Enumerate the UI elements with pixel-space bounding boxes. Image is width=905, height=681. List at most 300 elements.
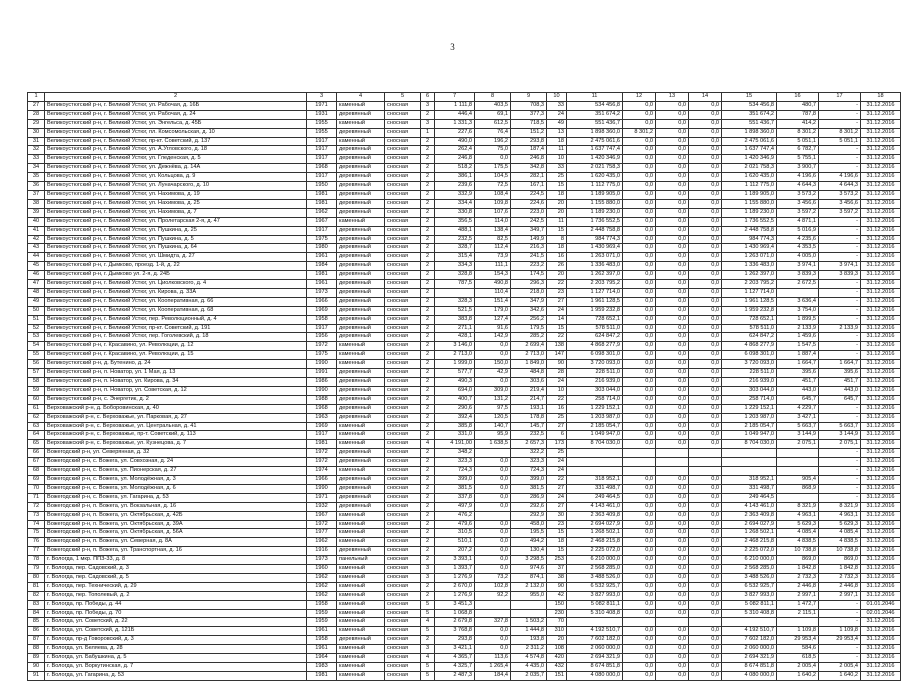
column-header: 18 bbox=[861, 93, 901, 102]
table-cell: каменный bbox=[337, 422, 385, 431]
table-cell: 1 203 987,0 bbox=[722, 413, 777, 422]
table-cell: 414,2 bbox=[777, 119, 819, 128]
table-cell: 2 bbox=[421, 404, 435, 413]
table-cell: 31.12.2016 bbox=[861, 306, 901, 315]
table-cell: 31.12.2016 bbox=[861, 190, 901, 199]
table-cell: 31.12.2016 bbox=[861, 431, 901, 440]
table-row bbox=[28, 627, 901, 636]
table-cell: 24 bbox=[547, 110, 567, 119]
table-cell: 0,0 bbox=[623, 484, 656, 493]
table-cell: 330,8 bbox=[435, 208, 475, 217]
table-cell: 1973 bbox=[307, 556, 337, 565]
table-cell: 0,0 bbox=[623, 137, 656, 146]
table-cell: 31.12.2016 bbox=[861, 556, 901, 565]
table-cell: 3 720 093,0 bbox=[567, 360, 623, 369]
table-cell: 41 bbox=[28, 226, 45, 235]
table-cell: 0,0 bbox=[656, 199, 689, 208]
table-cell: Вожегодский р-н, п. Вожега, ул. Транспортная, д. 16 bbox=[45, 547, 307, 556]
table-cell: Великоустюгский р-н, г. Красавино, ул. Революции, д. 15 bbox=[45, 351, 307, 360]
table-cell: 5 082 811,1 bbox=[722, 600, 777, 609]
table-cell: 3 488 526,0 bbox=[567, 573, 623, 582]
table-cell: 1 229 152,1 bbox=[567, 404, 623, 413]
table-cell: 20 bbox=[547, 199, 567, 208]
table-cell: 2 bbox=[421, 502, 435, 511]
table-cell: Великоустюгский р-н, г. Великий Устюг, ул. Пушкина, д. 25 bbox=[45, 226, 307, 235]
table-cell: 3 bbox=[421, 119, 435, 128]
table-cell: каменный bbox=[337, 538, 385, 547]
table-cell: 385,8 bbox=[435, 422, 475, 431]
table-cell: 0,0 bbox=[656, 288, 689, 297]
table-cell: 4 353,5 bbox=[777, 244, 819, 253]
table-cell: 53 bbox=[28, 333, 45, 342]
table-cell: 173 bbox=[547, 440, 567, 449]
table-row bbox=[28, 618, 901, 627]
page-number: 3 bbox=[450, 42, 455, 52]
table-cell: 66 bbox=[28, 449, 45, 458]
table-cell: 232,5 bbox=[511, 431, 547, 440]
table-cell: 2 468 215,8 bbox=[722, 538, 777, 547]
table-cell: 3 720 093,0 bbox=[722, 360, 777, 369]
table-cell: деревянный bbox=[337, 315, 385, 324]
table-cell: 34 bbox=[28, 164, 45, 173]
table-cell: 7 602 182,0 bbox=[567, 636, 623, 645]
table-cell: 29 bbox=[28, 119, 45, 128]
table-cell: 2 bbox=[421, 155, 435, 164]
table-cell: 0,0 bbox=[656, 386, 689, 395]
table-cell: 14 bbox=[547, 315, 567, 324]
table-cell: 624 847,2 bbox=[567, 333, 623, 342]
table-cell: 0,0 bbox=[656, 271, 689, 280]
table-cell: 303 044,0 bbox=[722, 386, 777, 395]
table-cell: 0,0 bbox=[689, 609, 722, 618]
table-cell: 0,0 bbox=[623, 119, 656, 128]
table-row bbox=[28, 297, 901, 306]
table-row bbox=[28, 565, 901, 574]
table-cell: г. Вологда, пр-д Говоровский, д. 3 bbox=[45, 636, 307, 645]
table-cell: деревянный bbox=[337, 395, 385, 404]
table-cell: 0,0 bbox=[656, 520, 689, 529]
table-cell: 323,3 bbox=[435, 458, 475, 467]
table-cell: сносная bbox=[385, 101, 421, 110]
table-cell: 1967 bbox=[307, 217, 337, 226]
table-cell: 327,8 bbox=[475, 618, 511, 627]
table-cell: - bbox=[819, 654, 861, 663]
table-cell: 102,8 bbox=[475, 582, 511, 591]
column-header: 14 bbox=[689, 93, 722, 102]
table-cell: 1959 bbox=[307, 618, 337, 627]
table-cell: 1 472,7 bbox=[777, 600, 819, 609]
table-cell: каменный bbox=[337, 360, 385, 369]
table-cell: Великоустюгский р-н, г. Великий Устюг, ул. Кооперативная, д. 66 bbox=[45, 297, 307, 306]
table-cell: 3 144,9 bbox=[819, 431, 861, 440]
table-cell: 0,0 bbox=[689, 342, 722, 351]
table-cell: 31.12.2016 bbox=[861, 297, 901, 306]
table-cell: 2 005,4 bbox=[777, 663, 819, 672]
table-cell: 2 446,8 bbox=[777, 582, 819, 591]
table-cell: 0,0 bbox=[475, 538, 511, 547]
table-cell: 77 bbox=[28, 547, 45, 556]
table-cell: 207,2 bbox=[435, 547, 475, 556]
table-cell: 4 644,3 bbox=[777, 182, 819, 191]
table-cell: 0,0 bbox=[623, 502, 656, 511]
table-cell: Вожегодский р-н, с. Вожега, ул. Пионерская, д. 27 bbox=[45, 467, 307, 476]
table-cell: 0,0 bbox=[689, 262, 722, 271]
table-cell: 4 838,5 bbox=[819, 538, 861, 547]
table-cell: 1 664,7 bbox=[819, 360, 861, 369]
table-cell: 48 bbox=[28, 288, 45, 297]
table-cell: 39 bbox=[28, 208, 45, 217]
table-cell: каменный bbox=[337, 467, 385, 476]
table-cell: 0,0 bbox=[623, 306, 656, 315]
table-cell: 31.12.2016 bbox=[861, 208, 901, 217]
table-cell: Великоустюгский р-н, с. Энергетик, д. 2 bbox=[45, 395, 307, 404]
table-cell: 5 bbox=[421, 627, 435, 636]
table-cell: 27 bbox=[547, 297, 567, 306]
table-cell: 113,6 bbox=[475, 654, 511, 663]
table-cell: 0,0 bbox=[689, 369, 722, 378]
table-cell: - bbox=[819, 645, 861, 654]
table-cell: сносная bbox=[385, 547, 421, 556]
table-cell: деревянный bbox=[337, 484, 385, 493]
table-cell: 1917 bbox=[307, 146, 337, 155]
table-cell: 1 336 483,0 bbox=[722, 262, 777, 271]
table-cell: сносная bbox=[385, 636, 421, 645]
table-cell: 74 bbox=[28, 520, 45, 529]
table-cell: 578 511,0 bbox=[567, 324, 623, 333]
table-cell: 3 754,0 bbox=[777, 306, 819, 315]
table-cell: 0,0 bbox=[623, 235, 656, 244]
table-cell: 4 196,6 bbox=[777, 173, 819, 182]
table-cell: 1 189 905,0 bbox=[722, 190, 777, 199]
table-cell: панельный bbox=[337, 556, 385, 565]
table-cell: 0,0 bbox=[656, 502, 689, 511]
column-header: 11 bbox=[567, 93, 623, 102]
table-cell: 60 bbox=[28, 395, 45, 404]
table-cell: 0,0 bbox=[623, 413, 656, 422]
table-cell: 1 959 232,8 bbox=[567, 306, 623, 315]
table-cell: 249 464,5 bbox=[567, 493, 623, 502]
table-cell: 31.12.2016 bbox=[861, 280, 901, 289]
table-cell: 1990 bbox=[307, 484, 337, 493]
table-row bbox=[28, 538, 901, 547]
table-cell: 72,5 bbox=[475, 182, 511, 191]
table-cell: 109,8 bbox=[475, 199, 511, 208]
table-cell: Великоустюгский р-н, г. Великий Устюг, ул. Шмидта, д. 27 bbox=[45, 253, 307, 262]
table-cell: сносная bbox=[385, 217, 421, 226]
table-cell: 31.12.2016 bbox=[861, 173, 901, 182]
table-cell: 31.12.2016 bbox=[861, 137, 901, 146]
table-cell: Вожегодский р-н, с. Вожега, ул. Молодёжная, д. 6 bbox=[45, 484, 307, 493]
table-cell: 1 127 714,0 bbox=[722, 288, 777, 297]
table-cell: 1 849,0 bbox=[511, 360, 547, 369]
table-row bbox=[28, 671, 901, 680]
table-cell: 0,0 bbox=[689, 244, 722, 253]
table-cell: 4 005,0 bbox=[777, 253, 819, 262]
table-cell: 2 732,3 bbox=[777, 573, 819, 582]
table-cell: 228 511,0 bbox=[722, 369, 777, 378]
table-cell: 1 640,2 bbox=[777, 671, 819, 680]
table-cell: 955,0 bbox=[511, 591, 547, 600]
table-cell: деревянный bbox=[337, 413, 385, 422]
table-row bbox=[28, 395, 901, 404]
table-cell: 242,5 bbox=[511, 217, 547, 226]
table-cell: - bbox=[819, 253, 861, 262]
table-cell: 4 644,3 bbox=[819, 182, 861, 191]
table-cell: сносная bbox=[385, 271, 421, 280]
table-cell: 490,0 bbox=[435, 137, 475, 146]
table-cell: 0,0 bbox=[623, 182, 656, 191]
table-cell: Верховажский р-н, д. Боборовинская, д. 40 bbox=[45, 404, 307, 413]
table-cell: 0,0 bbox=[689, 565, 722, 574]
table-cell: 0,0 bbox=[623, 600, 656, 609]
table-cell: 0,0 bbox=[623, 324, 656, 333]
table-cell: 2 672,5 bbox=[777, 280, 819, 289]
table-cell: 293,8 bbox=[511, 137, 547, 146]
table-cell: 2 bbox=[421, 467, 435, 476]
table-cell: 0,0 bbox=[623, 493, 656, 502]
table-cell: 0,0 bbox=[689, 199, 722, 208]
table-cell bbox=[777, 288, 819, 297]
table-cell: 0,0 bbox=[689, 173, 722, 182]
table-cell: 5 016,9 bbox=[777, 226, 819, 235]
table-cell: 0,0 bbox=[689, 226, 722, 235]
table-cell: 0,0 bbox=[656, 315, 689, 324]
table-cell: 328,3 bbox=[435, 297, 475, 306]
table-cell: 31.12.2016 bbox=[861, 511, 901, 520]
table-row bbox=[28, 119, 901, 128]
table-cell: 1 640,2 bbox=[819, 671, 861, 680]
table-cell: 27 bbox=[28, 101, 45, 110]
table-cell: сносная bbox=[385, 190, 421, 199]
table-cell: 0,0 bbox=[656, 146, 689, 155]
table-cell: 1 109,8 bbox=[777, 627, 819, 636]
table-cell: 31.12.2016 bbox=[861, 262, 901, 271]
table-cell: 0,0 bbox=[689, 475, 722, 484]
table-cell: 5 082 811,1 bbox=[567, 600, 623, 609]
table-cell: 0,0 bbox=[689, 520, 722, 529]
table-row bbox=[28, 173, 901, 182]
table-cell: 0,0 bbox=[623, 164, 656, 173]
table-cell: деревянный bbox=[337, 297, 385, 306]
table-cell: 1 637 747,4 bbox=[722, 146, 777, 155]
table-cell: - bbox=[819, 493, 861, 502]
table-cell: 1 262 397,0 bbox=[567, 271, 623, 280]
column-header: 4 bbox=[337, 93, 385, 102]
table-cell: Великоустюгский р-н, г. Великий Устюг, пр-кт. Советский, д. 137 bbox=[45, 137, 307, 146]
table-cell: 24 bbox=[547, 493, 567, 502]
table-body bbox=[28, 101, 901, 680]
table-cell: 4 235,6 bbox=[777, 235, 819, 244]
table-cell: 1 736 552,5 bbox=[722, 217, 777, 226]
table-cell: 1972 bbox=[307, 458, 337, 467]
table-cell: Великоустюгский р-н, г. Великий Устюг, ул. Нахимова, д. 25 bbox=[45, 199, 307, 208]
table-cell: Вожегодский р-н, с. Вожега, ул. Гагарина, д. 53 bbox=[45, 493, 307, 502]
table-cell: 2 bbox=[421, 173, 435, 182]
table-cell: 1961 bbox=[307, 645, 337, 654]
table-row bbox=[28, 467, 901, 476]
table-cell: 577,7 bbox=[435, 369, 475, 378]
table-cell: 2 115,1 bbox=[777, 609, 819, 618]
table-cell: 0,0 bbox=[656, 573, 689, 582]
table-cell: 31.12.2016 bbox=[861, 101, 901, 110]
table-cell: 0,0 bbox=[689, 164, 722, 173]
table-row bbox=[28, 600, 901, 609]
table-cell: 1990 bbox=[307, 360, 337, 369]
table-cell: сносная bbox=[385, 333, 421, 342]
table-cell: 2 997,1 bbox=[819, 591, 861, 600]
table-cell: 3 298,5 bbox=[511, 556, 547, 565]
table-cell: г. Вологда, ул. Бабушкина, д. 5 bbox=[45, 654, 307, 663]
table-cell: 31.12.2016 bbox=[861, 226, 901, 235]
table-cell: 8 301,2 bbox=[819, 128, 861, 137]
table-cell: 1916 bbox=[307, 547, 337, 556]
table-cell: 26 bbox=[547, 262, 567, 271]
table-cell: 0,0 bbox=[689, 654, 722, 663]
table-row bbox=[28, 511, 901, 520]
table-cell: г. Вологда, ул. Беляева, д. 28 bbox=[45, 645, 307, 654]
table-row bbox=[28, 556, 901, 565]
table-cell: 30 bbox=[28, 128, 45, 137]
table-cell: 29 953,4 bbox=[777, 636, 819, 645]
table-cell: 351 674,2 bbox=[722, 110, 777, 119]
table-cell: 0,0 bbox=[689, 529, 722, 538]
table-row bbox=[28, 360, 901, 369]
table-cell: 2 694 027,9 bbox=[567, 520, 623, 529]
table-cell: 342,8 bbox=[511, 164, 547, 173]
table-cell: 42 bbox=[547, 591, 567, 600]
table-cell: Великоустюгский р-н, г. Великий Устюг, пл. Комсомольская, д. 10 bbox=[45, 128, 307, 137]
table-cell: каменный bbox=[337, 351, 385, 360]
table-cell: 0,0 bbox=[623, 217, 656, 226]
table-cell: 1 430 969,4 bbox=[567, 244, 623, 253]
table-cell bbox=[689, 458, 722, 467]
table-cell: 399,0 bbox=[435, 475, 475, 484]
table-cell: 0,0 bbox=[623, 404, 656, 413]
table-cell: 1 bbox=[421, 128, 435, 137]
table-cell: 45 bbox=[28, 262, 45, 271]
table-cell: Великоустюгский р-н, г. Великий Устюг, ул. Кооперативная, д. 68 bbox=[45, 306, 307, 315]
table-cell: 1 961 128,5 bbox=[722, 297, 777, 306]
table-cell: 52 bbox=[28, 324, 45, 333]
table-cell: 0,0 bbox=[689, 288, 722, 297]
table-cell: сносная bbox=[385, 173, 421, 182]
table-cell: 446,4 bbox=[435, 110, 475, 119]
table-cell: 3 597,2 bbox=[777, 208, 819, 217]
table-cell: 31.12.2016 bbox=[861, 342, 901, 351]
column-header: 10 bbox=[547, 93, 567, 102]
table-cell: - bbox=[819, 600, 861, 609]
column-header: 5 bbox=[385, 93, 421, 102]
table-cell bbox=[623, 618, 656, 627]
table-cell: 0,0 bbox=[623, 386, 656, 395]
table-cell: 1 268 502,1 bbox=[722, 529, 777, 538]
table-cell: 0,0 bbox=[656, 413, 689, 422]
table-cell: 31.12.2016 bbox=[861, 119, 901, 128]
table-cell: 0,0 bbox=[689, 511, 722, 520]
table-cell: - bbox=[819, 458, 861, 467]
table-cell: 2 bbox=[421, 217, 435, 226]
table-cell: Верховажский р-н, с. Верховажье, ул. Кузнецова, д. 7 bbox=[45, 440, 307, 449]
table-row bbox=[28, 449, 901, 458]
table-row bbox=[28, 342, 901, 351]
table-cell: 68 bbox=[28, 467, 45, 476]
table-cell: Великоустюгский р-н, г. Дымково ул. 2-я, д. 24Б bbox=[45, 271, 307, 280]
table-cell: 1 049 947,0 bbox=[567, 431, 623, 440]
table-row bbox=[28, 582, 901, 591]
table-cell: 0,0 bbox=[689, 636, 722, 645]
table-cell: 262,4 bbox=[435, 146, 475, 155]
table-cell: 0,0 bbox=[689, 351, 722, 360]
table-cell: 984 774,3 bbox=[722, 235, 777, 244]
table-cell: 31.12.2016 bbox=[861, 618, 901, 627]
table-cell: 0,0 bbox=[689, 110, 722, 119]
table-cell: 31.12.2016 bbox=[861, 582, 901, 591]
table-cell: деревянный bbox=[337, 369, 385, 378]
table-cell: 1977 bbox=[307, 529, 337, 538]
table-cell: 90 bbox=[547, 582, 567, 591]
table-cell: сносная bbox=[385, 155, 421, 164]
table-cell: 332,9 bbox=[435, 190, 475, 199]
table-cell: 310,5 bbox=[435, 529, 475, 538]
table-cell: 86 bbox=[28, 627, 45, 636]
table-cell: 2 bbox=[421, 395, 435, 404]
table-cell: 2 bbox=[421, 306, 435, 315]
table-cell: Верховажский р-н, с. Верховажье, ул. Центральная, д. 41 bbox=[45, 422, 307, 431]
table-cell: 15 bbox=[547, 324, 567, 333]
table-cell: 0,0 bbox=[623, 582, 656, 591]
table-cell: 1 068,8 bbox=[435, 609, 475, 618]
table-cell: 2 bbox=[421, 413, 435, 422]
table-cell: 3 573,2 bbox=[777, 190, 819, 199]
table-cell: 179,0 bbox=[475, 306, 511, 315]
table-cell: 1966 bbox=[307, 297, 337, 306]
table-cell: 3 427,1 bbox=[777, 413, 819, 422]
table-cell: 2 bbox=[421, 262, 435, 271]
table-cell: Великоустюгский р-н, г. Великий Устюг, ул. Нахимова, д. 7 bbox=[45, 208, 307, 217]
table-row bbox=[28, 333, 901, 342]
table-cell: 2 bbox=[421, 556, 435, 565]
table-row bbox=[28, 271, 901, 280]
table-cell: 15 bbox=[547, 226, 567, 235]
table-cell: 342,6 bbox=[511, 306, 547, 315]
table-cell: 0,0 bbox=[689, 208, 722, 217]
table-cell: сносная bbox=[385, 618, 421, 627]
table-cell: 16 bbox=[547, 404, 567, 413]
table-cell: 868,9 bbox=[777, 484, 819, 493]
table-cell: г. Вологда, ул. Воркутинская, д. 7 bbox=[45, 663, 307, 672]
table-cell: 1 420 346,9 bbox=[722, 155, 777, 164]
table-cell: 2 bbox=[421, 315, 435, 324]
table-cell: 31.12.2016 bbox=[861, 395, 901, 404]
table-cell: 1 959 232,8 bbox=[722, 306, 777, 315]
table-cell: 1 999,0 bbox=[435, 360, 475, 369]
table-cell: 0,0 bbox=[623, 654, 656, 663]
table-cell: 351 674,2 bbox=[567, 110, 623, 119]
table-cell: 2 bbox=[421, 449, 435, 458]
table-cell: 451,7 bbox=[819, 378, 861, 387]
table-cell: 5 bbox=[421, 600, 435, 609]
table-cell: 1 049 947,0 bbox=[722, 431, 777, 440]
table-cell: Вожегодский р-н, п. Вожега, ул. Вокзальная, д. 16 bbox=[45, 502, 307, 511]
table-row bbox=[28, 386, 901, 395]
table-cell: 728 652,1 bbox=[567, 315, 623, 324]
table-cell: сносная bbox=[385, 164, 421, 173]
table-cell: 193,1 bbox=[511, 404, 547, 413]
table-cell: 2 bbox=[421, 582, 435, 591]
table-cell: 2 487,3 bbox=[435, 671, 475, 680]
table-cell: 104,5 bbox=[475, 173, 511, 182]
table-cell: 227,6 bbox=[435, 128, 475, 137]
